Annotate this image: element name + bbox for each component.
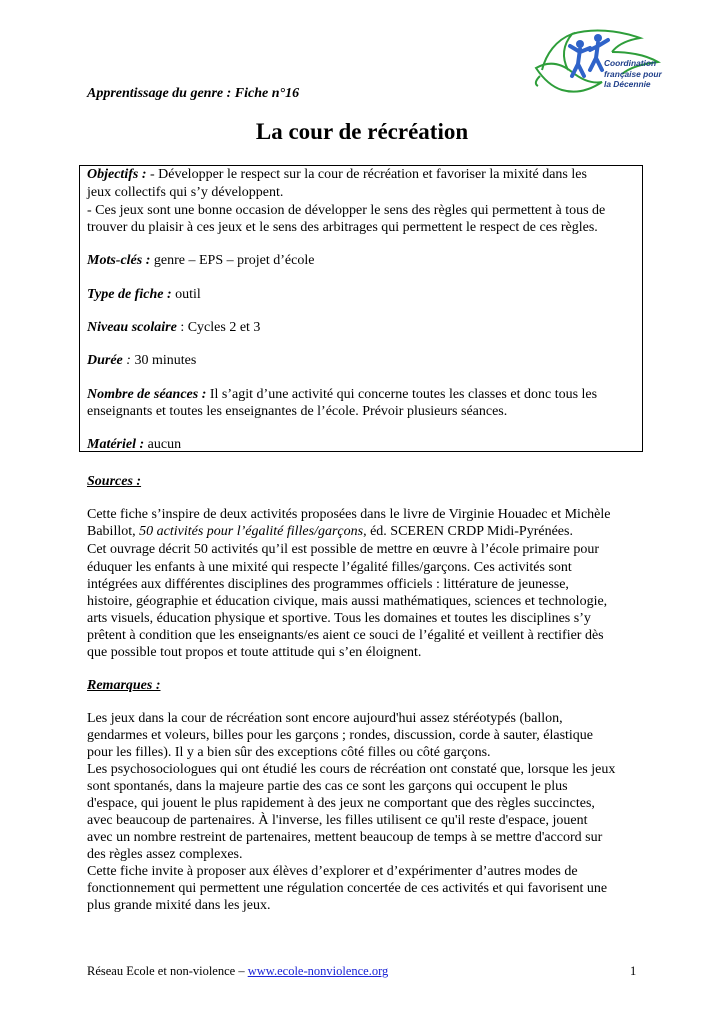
seances-label: Nombre de séances : <box>87 387 207 402</box>
objectifs-text: trouver du plaisir à ces jeux et le sens des arbitrages qui permettent le respect de ces règles. <box>87 220 598 235</box>
seances-text: Il s’agit d’une activité qui concerne toutes les classes et donc tous les <box>206 387 598 402</box>
type-label: Type de fiche : <box>87 287 172 302</box>
seances-line <box>87 386 597 404</box>
niveau-line <box>87 319 260 337</box>
duree-value: 30 minutes <box>130 353 197 368</box>
objectifs-text: jeux collectifs qui s’y développent. <box>87 185 284 200</box>
page-title: La cour de récréation <box>255 119 469 144</box>
sources-heading <box>87 473 141 491</box>
book-title: 50 activités pour l’égalité filles/garçons <box>139 524 364 539</box>
sources-line: Cette fiche s’inspire de deux activités proposées dans le livre de Virginie Houadec et Michèle <box>87 507 611 522</box>
duree-line <box>87 352 196 370</box>
logo-line: Coordination <box>604 58 657 68</box>
remarques-line: fonctionnement qui permettent une régulation concertée de ces activités et qui favorisent une <box>87 881 608 896</box>
footer-org <box>87 964 388 979</box>
remarques-line: avec beaucoup de partenaires. À l'inverse, les filles utilisent ce qu'il reste d'espace, jouent <box>87 813 588 828</box>
objectifs-line <box>87 166 587 184</box>
motscles-value: genre – EPS – projet d’école <box>150 253 315 268</box>
footer-link[interactable]: www.ecole-nonviolence.org <box>247 964 389 978</box>
sources-heading-text: Sources : <box>87 474 142 489</box>
remarques-heading-text: Remarques : <box>87 678 161 693</box>
remarques-line: plus grande mixité dans les jeux. <box>87 898 271 913</box>
remarques-line: avec un nombre restreint de partenaires, mettent beaucoup de temps à se mettre d'accord sur <box>87 830 603 845</box>
remarques-line: d'espace, qui jouent le plus rapidement à des jeux ne comportant que des règles succinctes, <box>87 796 595 811</box>
niveau-label: Niveau scolaire <box>87 320 177 335</box>
niveau-value: : Cycles 2 et 3 <box>176 320 261 335</box>
seances-text: enseignants et toutes les enseignantes de l’école. Prévoir plusieurs séances. <box>87 404 508 419</box>
sources-line: prêtent à condition que les enseignants/es aient ce souci de l’égalité et veillent à rectifier dès <box>87 628 604 643</box>
motscles-line <box>87 252 314 270</box>
series-label: Apprentissage du genre : Fiche n°16 <box>87 86 300 101</box>
type-line <box>87 286 201 304</box>
objectifs-label: Objectifs : <box>87 167 147 182</box>
sources-line: intégrées aux différentes disciplines des programmes officiels : littérature de jeunesse, <box>87 577 569 592</box>
sources-line: arts visuels, éducation physique et sportive. Tous les domaines et toutes les disciplines s’y <box>87 611 591 626</box>
sources-line: que possible tout propos et toute attitude qui s’en éloignent. <box>87 645 422 660</box>
motscles-label: Mots-clés : <box>87 253 151 268</box>
logo-line: la Décennie <box>604 79 651 90</box>
sources-line: Cet ouvrage décrit 50 activités qu’il est possible de mettre en œuvre à l’école primaire pour <box>87 542 599 557</box>
footer-org-text: Réseau Ecole et non-violence – <box>87 964 248 978</box>
materiel-line <box>87 436 181 454</box>
sources-line: histoire, géographie et éducation civique, mais aussi mathématiques, sciences et technologie, <box>87 594 608 609</box>
remarques-line: Les psychosociologues qui ont étudié les cours de récréation ont constaté que, lorsque les jeux <box>87 762 616 777</box>
sources-line: éduquer les enfants à une mixité qui respecte l’égalité filles/garçons. Ces activités sont <box>87 560 572 575</box>
sources-line <box>87 523 573 541</box>
remarques-line: des règles assez complexes. <box>87 847 243 862</box>
sources-text: Babillot, <box>87 524 140 539</box>
remarques-line: Cette fiche invite à proposer aux élèves d’explorer et d’expérimenter d’autres modes de <box>87 864 578 879</box>
sources-text: , éd. SCEREN CRDP Midi-Pyrénées. <box>363 524 573 539</box>
materiel-label: Matériel : <box>87 437 145 452</box>
objectifs-text: - Développer le respect sur la cour de récréation et favoriser la mixité dans les <box>146 167 587 182</box>
materiel-value: aucun <box>144 437 182 452</box>
remarques-line: pour les filles). Il y a bien sûr des exceptions côté filles ou côté garçons. <box>87 745 491 760</box>
duree-colon: : <box>122 353 131 368</box>
logo-text <box>604 58 682 90</box>
type-value: outil <box>171 287 201 302</box>
objectifs-text: - Ces jeux sont une bonne occasion de développer le sens des règles qui permettent à tous de <box>87 203 606 218</box>
page-number: 1 <box>630 964 637 978</box>
duree-label: Durée <box>87 353 123 368</box>
remarques-line: sont spontanés, dans la majeure partie des cas ce sont les garçons qui occupent le plus <box>87 779 568 794</box>
logo-line: française pour <box>604 68 662 79</box>
remarques-line: gendarmes et voleurs, billes pour les garçons ; rondes, discussion, corde à sauter, élastique <box>87 728 594 743</box>
remarques-line: Les jeux dans la cour de récréation sont encore aujourd'hui assez stéréotypés (ballon, <box>87 711 563 726</box>
coordination-logo <box>532 24 682 108</box>
remarques-heading <box>87 677 161 695</box>
